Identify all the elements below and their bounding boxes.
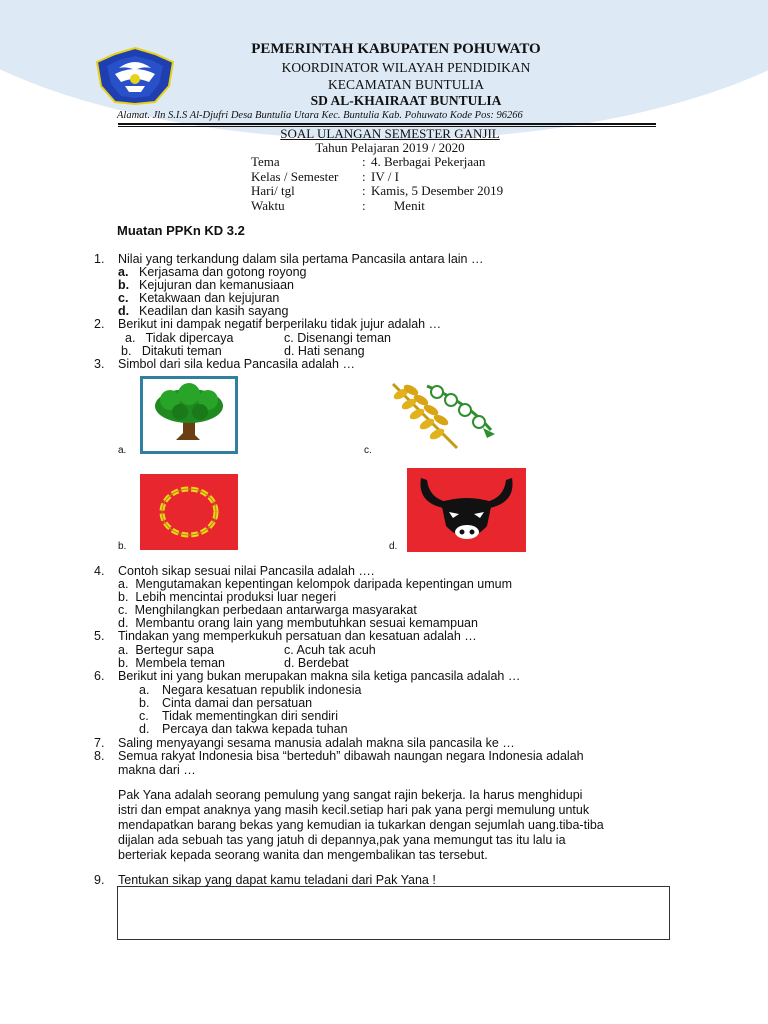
question-number: 9. (94, 873, 105, 887)
question-number: 4. (94, 564, 105, 578)
meta-value-class: IV / I (371, 169, 399, 184)
question-text: Semua rakyat Indonesia bisa “berteduh” dibawah naungan negara Indonesia adalah (118, 749, 584, 763)
bull-head-icon (407, 468, 526, 552)
option-text: b. Membela teman (118, 656, 225, 670)
question-number: 6. (94, 669, 105, 683)
meta-label-time: Waktu (251, 198, 285, 213)
meta-colon: : (362, 154, 366, 169)
option-letter: a. (118, 265, 129, 279)
option-text: Ketakwaan dan kejujuran (139, 291, 280, 305)
answer-box[interactable] (117, 886, 670, 940)
option-text: Tidak mementingkan diri sendiri (162, 709, 339, 723)
option-text: d. Membantu orang lain yang membutuhkan sesuai kemampuan (118, 616, 478, 630)
meta-value-date: Kamis, 5 Desember 2019 (371, 183, 504, 198)
story-line: berteriak kepada seorang wanita dan mengembalikan tas tersebut. (118, 848, 488, 862)
option-text: Keadilan dan kasih sayang (139, 304, 289, 318)
story-line: mendapatkan barang bekas yang kemudian ia tukarkan dengan sejumlah uang.tiba-tiba (118, 818, 604, 832)
question-text: Saling menyayangi sesama manusia adalah makna sila pancasila ke … (118, 736, 515, 750)
option-text: Kerjasama dan gotong royong (139, 265, 307, 279)
option-letter: c. (364, 445, 372, 456)
option-text: Percaya dan takwa kepada tuhan (162, 722, 348, 736)
option-text: c. Menghilangkan perbedaan antarwarga masyarakat (118, 603, 417, 617)
header-district-title: KECAMATAN BUNTULIA (327, 77, 485, 92)
option-letter: b. (118, 541, 127, 552)
meta-label-theme: Tema (251, 154, 280, 169)
header-school-name: SD AL-KHAIRAAT BUNTULIA (310, 93, 502, 108)
option-letter: d. (389, 541, 398, 552)
option-text: c. Acuh tak acuh (284, 643, 376, 657)
meta-colon: : (362, 183, 366, 198)
option-text: Cinta damai dan persatuan (162, 696, 313, 710)
option-letter: d. (139, 722, 150, 736)
story-line: Pak Yana adalah seorang pemulung yang sangat rajin bekerja. Ia harus menghidupi (118, 788, 583, 802)
option-text: Kejujuran dan kemanusiaan (139, 278, 294, 292)
option-letter: a. (139, 683, 150, 697)
question-number: 5. (94, 629, 105, 643)
exam-year: Tahun Pelajaran 2019 / 2020 (315, 140, 465, 155)
meta-colon: : (362, 169, 366, 184)
option-letter: c. (118, 291, 129, 305)
header-government-title: PEMERINTAH KABUPATEN POHUWATO (251, 41, 541, 57)
question-text: Simbol dari sila kedua Pancasila adalah … (118, 357, 355, 371)
option-letter: d. (118, 304, 130, 318)
option-letter: b. (118, 278, 130, 292)
option-letter: a. (118, 445, 127, 456)
option-text: a. Tidak dipercaya (125, 331, 234, 345)
option-text: c. Disenangi teman (284, 331, 392, 345)
option-letter: c. (139, 709, 149, 723)
option-text: a. Bertegur sapa (118, 643, 214, 657)
meta-label-date: Hari/ tgl (251, 183, 295, 198)
option-text: b. Ditakuti teman (121, 344, 222, 358)
school-address: Alamat. Jln S.I.S Al-Djufri Desa Buntulia Utara Kec. Buntulia Kab. Pohuwato Kode Pos: 96266 (117, 110, 523, 121)
header-divider-thick (118, 123, 656, 125)
question-number: 1. (94, 252, 105, 266)
question-text: Nilai yang terkandung dalam sila pertama Pancasila antara lain … (118, 252, 484, 266)
option-text: b. Lebih mencintai produksi luar negeri (118, 590, 337, 604)
question-text-continued: makna dari … (118, 763, 196, 777)
question-number: 7. (94, 736, 105, 750)
story-line: istri dan empat anaknya yang masih kecil.setiap hari pak yana pergi memulung untuk (118, 803, 590, 817)
exam-title: SOAL ULANGAN SEMESTER GANJIL (280, 126, 500, 141)
story-line: dijalan ada sebuah tas yang jatuh di depannya,pak yana memungut tas itu lalu ia (118, 833, 566, 847)
question-text: Berikut ini dampak negatif berperilaku tidak jujur adalah … (118, 317, 442, 331)
meta-colon: : (362, 198, 366, 213)
meta-value-time: Menit (371, 198, 425, 213)
question-number: 2. (94, 317, 105, 331)
meta-label-class: Kelas / Semester (251, 169, 339, 184)
option-letter: b. (139, 696, 150, 710)
meta-value-theme: 4. Berbagai Pekerjaan (371, 154, 486, 169)
question-text: Berikut ini yang bukan merupakan makna sila ketiga pancasila adalah … (118, 669, 521, 683)
chain-icon (140, 474, 238, 550)
question-number: 3. (94, 357, 105, 371)
option-text: d. Berdebat (284, 656, 349, 670)
option-text: a. Mengutamakan kepentingan kelompok daripada kepentingan umum (118, 577, 513, 591)
question-number: 8. (94, 749, 105, 763)
rice-cotton-icon (387, 378, 511, 450)
question-text: Tindakan yang memperkukuh persatuan dan kesatuan adalah … (118, 629, 477, 643)
header-coordinator-title: KOORDINATOR WILAYAH PENDIDIKAN (281, 60, 531, 75)
section-heading: Muatan PPKn KD 3.2 (117, 223, 245, 238)
question-text: Tentukan sikap yang dapat kamu teladani dari Pak Yana ! (118, 873, 436, 887)
question-text: Contoh sikap sesuai nilai Pancasila adalah …. (118, 564, 375, 578)
banyan-tree-icon (140, 376, 238, 454)
option-text: d. Hati senang (284, 344, 365, 358)
option-text: Negara kesatuan republik indonesia (162, 683, 362, 697)
